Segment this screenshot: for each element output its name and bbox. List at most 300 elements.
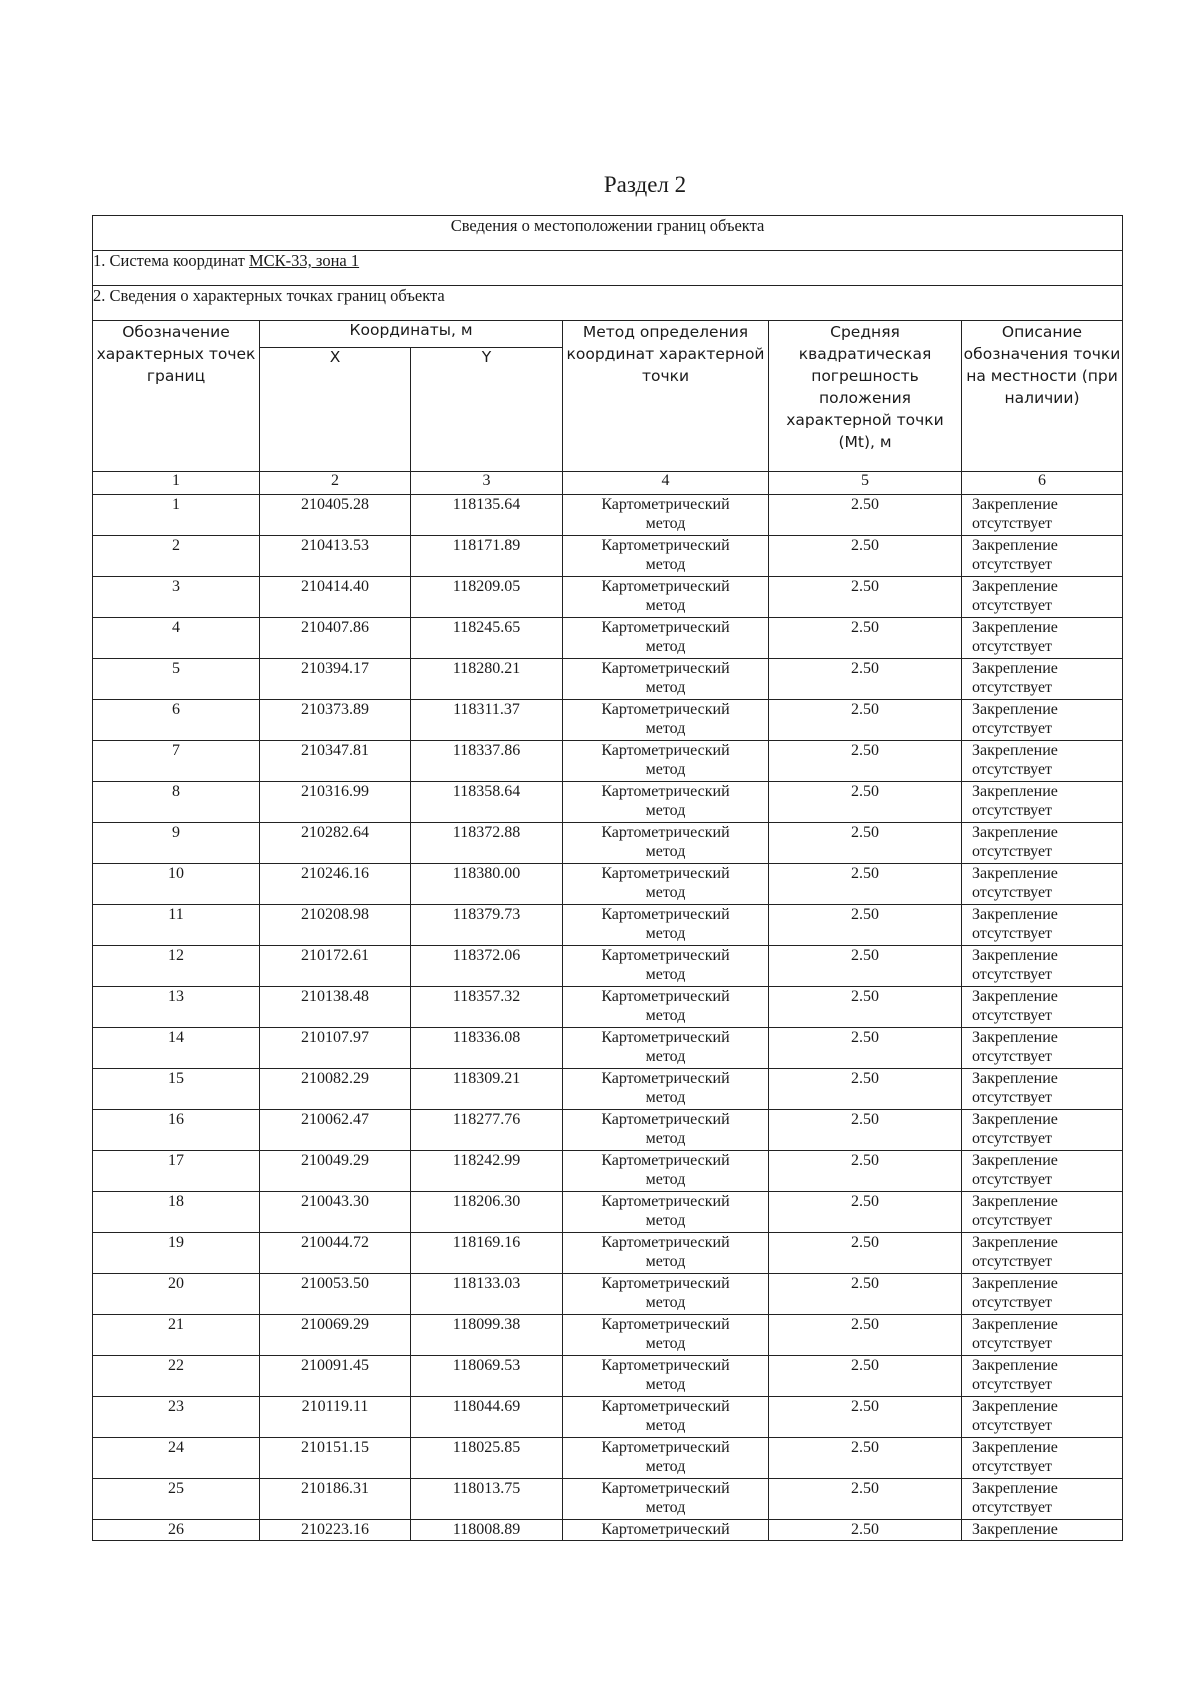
point-y: 118280.21: [411, 659, 563, 700]
point-method-line1: Картометрический: [601, 496, 730, 513]
point-y: 118380.00: [411, 864, 563, 905]
point-description-line2: отсутствует: [972, 1335, 1053, 1352]
point-y: 118277.76: [411, 1110, 563, 1151]
point-method: [563, 987, 769, 1028]
point-x: 210172.61: [260, 946, 411, 987]
point-number: 2: [93, 536, 260, 577]
point-method-line2: метод: [645, 1171, 686, 1188]
point-x: 210373.89: [260, 700, 411, 741]
point-description-line1: Закрепление: [972, 619, 1058, 636]
point-number: 25: [93, 1479, 260, 1520]
point-description-line2: отсутствует: [972, 597, 1053, 614]
point-method: [563, 1069, 769, 1110]
point-method: [563, 1233, 769, 1274]
point-x: 210043.30: [260, 1192, 411, 1233]
point-accuracy: 2.50: [769, 1028, 962, 1069]
point-method-line2: метод: [645, 556, 686, 573]
point-accuracy: 2.50: [769, 536, 962, 577]
point-description-line1: Закрепление: [972, 660, 1058, 677]
table-row: [93, 782, 1123, 823]
point-description-line2: отсутствует: [972, 1212, 1053, 1229]
header-accuracy: [769, 321, 962, 472]
point-description-line1: Закрепление: [972, 742, 1058, 759]
point-description-line1: Закрепление: [972, 906, 1058, 923]
point-description-line2: отсутствует: [972, 966, 1053, 983]
column-number: 3: [411, 472, 563, 495]
point-number: 1: [93, 495, 260, 536]
table-row: [93, 1233, 1123, 1274]
point-description-line1: Закрепление: [972, 1234, 1058, 1251]
point-method-line1: Картометрический: [601, 947, 730, 964]
column-number-row: [93, 472, 1123, 495]
point-method-line1: Картометрический: [601, 1439, 730, 1456]
point-description: [962, 1397, 1123, 1438]
point-description-line1: Закрепление: [972, 783, 1058, 800]
point-method-line1: Картометрический: [601, 537, 730, 554]
point-method: [563, 577, 769, 618]
point-accuracy: 2.50: [769, 1274, 962, 1315]
table-row: [93, 823, 1123, 864]
boundary-points-table: [92, 215, 1123, 1541]
header-x: X: [260, 348, 411, 472]
table-row: [93, 905, 1123, 946]
point-description-line2: отсутствует: [972, 761, 1053, 778]
point-x: 210316.99: [260, 782, 411, 823]
column-number: 2: [260, 472, 411, 495]
point-description-line2: отсутствует: [972, 638, 1053, 655]
point-method-line1: Картометрический: [601, 1480, 730, 1497]
point-description: [962, 1110, 1123, 1151]
point-accuracy: 2.50: [769, 1479, 962, 1520]
table-row: [93, 946, 1123, 987]
point-accuracy: 2.50: [769, 1192, 962, 1233]
point-y: 118358.64: [411, 782, 563, 823]
point-description-line2: отсутствует: [972, 843, 1053, 860]
point-description-line2: отсутствует: [972, 1458, 1053, 1475]
point-method-line2: метод: [645, 720, 686, 737]
point-method-line2: метод: [645, 802, 686, 819]
point-number: 16: [93, 1110, 260, 1151]
point-x: 210069.29: [260, 1315, 411, 1356]
point-description: [962, 1192, 1123, 1233]
point-description-line1: Закрепление: [972, 1029, 1058, 1046]
point-method: [563, 1397, 769, 1438]
points-heading-row: [93, 286, 1123, 321]
point-x: 210223.16: [260, 1520, 411, 1541]
table-title: Сведения о местоположении границ объекта: [93, 216, 1123, 251]
point-x: 210044.72: [260, 1233, 411, 1274]
coord-system: [93, 251, 1123, 286]
point-method-line1: Картометрический: [601, 906, 730, 923]
point-description-line2: отсутствует: [972, 556, 1053, 573]
point-method-line1: Картометрический: [601, 742, 730, 759]
point-x: 210049.29: [260, 1151, 411, 1192]
point-method: [563, 1110, 769, 1151]
point-method-line1: Картометрический: [601, 660, 730, 677]
point-method-line1: Картометрический: [601, 783, 730, 800]
point-number: 7: [93, 741, 260, 782]
point-description-line1: Закрепление: [972, 1439, 1058, 1456]
point-description: [962, 577, 1123, 618]
point-method-line2: метод: [645, 761, 686, 778]
point-description: [962, 1438, 1123, 1479]
point-method: [563, 1151, 769, 1192]
point-description: [962, 905, 1123, 946]
point-number: 19: [93, 1233, 260, 1274]
point-method-line2: метод: [645, 1212, 686, 1229]
point-description: [962, 1274, 1123, 1315]
point-y: 118337.86: [411, 741, 563, 782]
point-number: 13: [93, 987, 260, 1028]
point-x: 210151.15: [260, 1438, 411, 1479]
header-y: Y: [411, 348, 563, 472]
point-description-line1: Закрепление: [972, 1480, 1058, 1497]
point-method: [563, 495, 769, 536]
point-description-line2: отсутствует: [972, 1253, 1053, 1270]
point-description: [962, 700, 1123, 741]
header-description: [962, 321, 1123, 472]
section-title: Раздел 2: [603, 172, 687, 197]
point-method-line2: метод: [645, 1417, 686, 1434]
point-x: 210407.86: [260, 618, 411, 659]
coord-system-row: [93, 251, 1123, 286]
point-method: [563, 946, 769, 987]
point-description-line1: Закрепление: [972, 1316, 1058, 1333]
point-x: 210082.29: [260, 1069, 411, 1110]
point-method: [563, 659, 769, 700]
table-row: [93, 495, 1123, 536]
point-method-line1: Картометрический: [601, 824, 730, 841]
point-y: 118242.99: [411, 1151, 563, 1192]
column-number: 4: [563, 472, 769, 495]
point-method: [563, 618, 769, 659]
point-accuracy: 2.50: [769, 905, 962, 946]
header-method: [563, 321, 769, 472]
point-description-line1: Закрепление: [972, 1398, 1058, 1415]
point-method-line2: метод: [645, 1253, 686, 1270]
point-description-line1: Закрепление: [972, 701, 1058, 718]
point-description: [962, 1520, 1123, 1541]
point-number: 23: [93, 1397, 260, 1438]
point-description-line2: отсутствует: [972, 1130, 1053, 1147]
point-method-line1: Картометрический: [601, 578, 730, 595]
point-method: [563, 1438, 769, 1479]
point-description-line1: Закрепление: [972, 578, 1058, 595]
point-method-line1: Картометрический: [601, 988, 730, 1005]
point-method-line1: Картометрический: [601, 701, 730, 718]
point-method-line1: Картометрический: [601, 865, 730, 882]
point-description: [962, 782, 1123, 823]
point-method-line1: Картометрический: [601, 1521, 730, 1538]
point-x: 210282.64: [260, 823, 411, 864]
point-description: [962, 1151, 1123, 1192]
point-description-line1: Закрепление: [972, 865, 1058, 882]
point-description: [962, 1028, 1123, 1069]
point-description: [962, 618, 1123, 659]
table-row: [93, 864, 1123, 905]
point-accuracy: 2.50: [769, 1233, 962, 1274]
point-description: [962, 536, 1123, 577]
table-row: [93, 536, 1123, 577]
point-accuracy: 2.50: [769, 1315, 962, 1356]
point-description-line1: Закрепление: [972, 988, 1058, 1005]
table-row: [93, 741, 1123, 782]
point-method-line1: Картометрический: [601, 619, 730, 636]
table-row: [93, 700, 1123, 741]
header-method-text: Метод определения координат характерной точки: [566, 323, 765, 385]
point-number: 20: [93, 1274, 260, 1315]
point-method-line2: метод: [645, 1294, 686, 1311]
point-y: 118169.16: [411, 1233, 563, 1274]
point-method-line1: Картометрический: [601, 1275, 730, 1292]
point-description-line2: отсутствует: [972, 1376, 1053, 1393]
point-method: [563, 1274, 769, 1315]
point-x: 210208.98: [260, 905, 411, 946]
table-row: [93, 618, 1123, 659]
point-number: 5: [93, 659, 260, 700]
header-description-text: Описание обозначения точки на местности (при наличии): [963, 323, 1121, 407]
point-method: [563, 536, 769, 577]
point-description-line2: отсутствует: [972, 802, 1053, 819]
point-accuracy: 2.50: [769, 495, 962, 536]
point-method-line2: метод: [645, 1499, 686, 1516]
point-method-line1: Картометрический: [601, 1398, 730, 1415]
point-method-line1: Картометрический: [601, 1070, 730, 1087]
point-number: 11: [93, 905, 260, 946]
point-number: 8: [93, 782, 260, 823]
point-method: [563, 1028, 769, 1069]
point-accuracy: 2.50: [769, 946, 962, 987]
point-description: [962, 495, 1123, 536]
point-y: 118372.88: [411, 823, 563, 864]
point-description-line2: отсутствует: [972, 1294, 1053, 1311]
point-method-line2: метод: [645, 679, 686, 696]
table-row: [93, 1151, 1123, 1192]
table-row: [93, 1520, 1123, 1541]
column-number: 5: [769, 472, 962, 495]
point-method-line2: метод: [645, 1376, 686, 1393]
point-number: 4: [93, 618, 260, 659]
point-description-line2: отсутствует: [972, 1417, 1053, 1434]
point-x: 210414.40: [260, 577, 411, 618]
table-row: [93, 577, 1123, 618]
point-y: 118044.69: [411, 1397, 563, 1438]
table-row: [93, 1397, 1123, 1438]
point-description-line1: Закрепление: [972, 496, 1058, 513]
point-description-line1: Закрепление: [972, 1357, 1058, 1374]
point-y: 118171.89: [411, 536, 563, 577]
point-y: 118099.38: [411, 1315, 563, 1356]
point-description-line1: Закрепление: [972, 537, 1058, 554]
point-description-line2: отсутствует: [972, 679, 1053, 696]
point-number: 24: [93, 1438, 260, 1479]
point-description-line2: отсутствует: [972, 1007, 1053, 1024]
point-method-line2: метод: [645, 1335, 686, 1352]
point-x: 210405.28: [260, 495, 411, 536]
point-description: [962, 987, 1123, 1028]
point-y: 118209.05: [411, 577, 563, 618]
point-method-line1: Картометрический: [601, 1111, 730, 1128]
point-x: 210138.48: [260, 987, 411, 1028]
point-method-line2: метод: [645, 515, 686, 532]
point-method: [563, 1356, 769, 1397]
table-row: [93, 1069, 1123, 1110]
point-accuracy: 2.50: [769, 823, 962, 864]
point-y: 118069.53: [411, 1356, 563, 1397]
point-accuracy: 2.50: [769, 1069, 962, 1110]
point-accuracy: 2.50: [769, 577, 962, 618]
table-row: [93, 987, 1123, 1028]
point-description-line2: отсутствует: [972, 1048, 1053, 1065]
point-number: 14: [93, 1028, 260, 1069]
point-method-line1: Картометрический: [601, 1234, 730, 1251]
point-x: 210394.17: [260, 659, 411, 700]
point-method-line2: метод: [645, 843, 686, 860]
header-row-1: [93, 321, 1123, 348]
point-accuracy: 2.50: [769, 864, 962, 905]
point-accuracy: 2.50: [769, 987, 962, 1028]
point-method: [563, 741, 769, 782]
point-method-line2: метод: [645, 1130, 686, 1147]
point-description: [962, 1315, 1123, 1356]
point-y: 118357.32: [411, 987, 563, 1028]
point-description: [962, 1356, 1123, 1397]
point-accuracy: 2.50: [769, 618, 962, 659]
point-y: 118133.03: [411, 1274, 563, 1315]
point-y: 118311.37: [411, 700, 563, 741]
point-method: [563, 1315, 769, 1356]
point-accuracy: 2.50: [769, 700, 962, 741]
point-accuracy: 2.50: [769, 782, 962, 823]
point-accuracy: 2.50: [769, 1438, 962, 1479]
point-description-line2: отсутствует: [972, 515, 1053, 532]
header-accuracy-text: Средняя квадратическая погрешность положения характерной точки (Mt), м: [786, 323, 944, 451]
point-y: 118379.73: [411, 905, 563, 946]
point-number: 17: [93, 1151, 260, 1192]
point-y: 118336.08: [411, 1028, 563, 1069]
point-y: 118135.64: [411, 495, 563, 536]
point-method: [563, 905, 769, 946]
point-method-line2: метод: [645, 1007, 686, 1024]
point-number: 18: [93, 1192, 260, 1233]
coord-system-value: МСК-33, зона 1: [248, 251, 360, 270]
point-number: 15: [93, 1069, 260, 1110]
point-method-line1: Картометрический: [601, 1152, 730, 1169]
table-row: [93, 1274, 1123, 1315]
table-row: [93, 1028, 1123, 1069]
point-x: 210186.31: [260, 1479, 411, 1520]
point-number: 3: [93, 577, 260, 618]
points-heading: 2. Сведения о характерных точках границ объекта: [93, 286, 1123, 321]
table-title-row: [93, 216, 1123, 251]
point-method-line2: метод: [645, 1089, 686, 1106]
point-accuracy: 2.50: [769, 1397, 962, 1438]
header-designation-text: Обозначение характерных точек границ: [96, 323, 256, 385]
table-row: [93, 659, 1123, 700]
point-description: [962, 1233, 1123, 1274]
point-description: [962, 1069, 1123, 1110]
point-number: 10: [93, 864, 260, 905]
point-method: [563, 823, 769, 864]
point-method-line2: метод: [645, 925, 686, 942]
point-method-line1: Картометрический: [601, 1029, 730, 1046]
point-x: 210091.45: [260, 1356, 411, 1397]
point-method: [563, 1192, 769, 1233]
point-y: 118013.75: [411, 1479, 563, 1520]
point-method-line2: метод: [645, 966, 686, 983]
point-number: 21: [93, 1315, 260, 1356]
point-description-line1: Закрепление: [972, 1152, 1058, 1169]
point-method-line2: метод: [645, 597, 686, 614]
point-accuracy: 2.50: [769, 1110, 962, 1151]
coord-system-label: 1. Система координат: [93, 251, 249, 270]
point-description: [962, 864, 1123, 905]
header-designation: [93, 321, 260, 472]
column-number: 6: [962, 472, 1123, 495]
point-description-line2: отсутствует: [972, 1171, 1053, 1188]
point-description-line1: Закрепление: [972, 1111, 1058, 1128]
point-y: 118206.30: [411, 1192, 563, 1233]
point-method: [563, 1520, 769, 1541]
point-description-line2: отсутствует: [972, 925, 1053, 942]
table-row: [93, 1438, 1123, 1479]
point-y: 118025.85: [411, 1438, 563, 1479]
point-x: 210246.16: [260, 864, 411, 905]
point-description-line1: Закрепление: [972, 947, 1058, 964]
table-row: [93, 1479, 1123, 1520]
point-description: [962, 1479, 1123, 1520]
table-row: [93, 1192, 1123, 1233]
point-method: [563, 864, 769, 905]
point-number: 26: [93, 1520, 260, 1541]
table-row: [93, 1110, 1123, 1151]
point-method-line2: метод: [645, 1048, 686, 1065]
header-coordinates: Координаты, м: [260, 321, 563, 348]
point-y: 118309.21: [411, 1069, 563, 1110]
point-accuracy: 2.50: [769, 1520, 962, 1541]
point-description-line2: отсутствует: [972, 1089, 1053, 1106]
point-description-line1: Закрепление: [972, 1521, 1058, 1538]
point-description-line2: отсутствует: [972, 884, 1053, 901]
point-method: [563, 782, 769, 823]
point-number: 9: [93, 823, 260, 864]
point-method-line1: Картометрический: [601, 1316, 730, 1333]
point-description-line2: отсутствует: [972, 1499, 1053, 1516]
point-number: 6: [93, 700, 260, 741]
point-x: 210413.53: [260, 536, 411, 577]
point-method-line2: метод: [645, 884, 686, 901]
point-accuracy: 2.50: [769, 741, 962, 782]
point-x: 210119.11: [260, 1397, 411, 1438]
point-description-line1: Закрепление: [972, 1193, 1058, 1210]
point-method: [563, 700, 769, 741]
point-accuracy: 2.50: [769, 1356, 962, 1397]
point-x: 210107.97: [260, 1028, 411, 1069]
point-y: 118008.89: [411, 1520, 563, 1541]
point-method-line1: Картометрический: [601, 1357, 730, 1374]
point-description: [962, 659, 1123, 700]
point-method: [563, 1479, 769, 1520]
point-number: 22: [93, 1356, 260, 1397]
point-description: [962, 823, 1123, 864]
point-method-line1: Картометрический: [601, 1193, 730, 1210]
point-y: 118372.06: [411, 946, 563, 987]
point-method-line2: метод: [645, 638, 686, 655]
point-description-line1: Закрепление: [972, 1070, 1058, 1087]
point-description-line1: Закрепление: [972, 1275, 1058, 1292]
point-description: [962, 741, 1123, 782]
column-number: 1: [93, 472, 260, 495]
